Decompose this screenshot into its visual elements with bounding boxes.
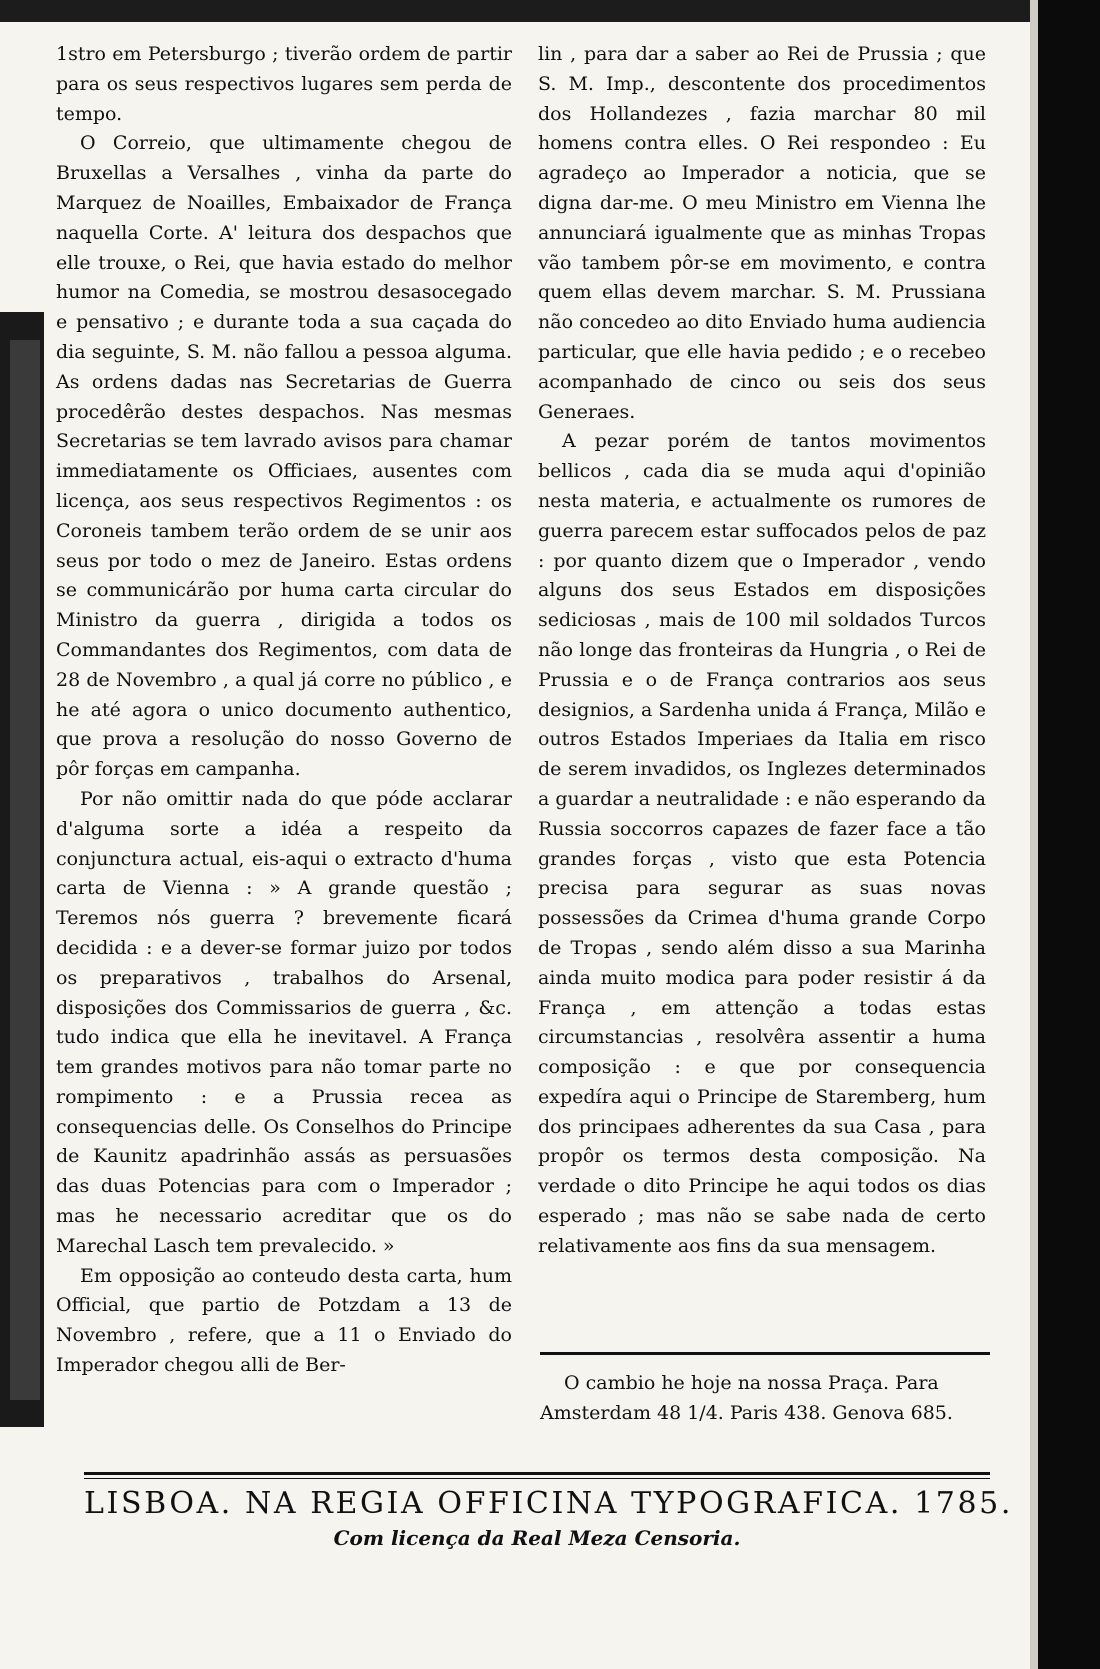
scan-shadow-left-inner [10,340,40,1400]
right-paragraph-2: A pezar porém de tantos movimentos bellicos , cada dia se muda aqui d'opinião nesta materia, e actualmente os rumores de guerra parecem estar suffocados pelos de paz : por quanto dizem que o Imperador , vendo alguns dos seus Estados em disposições sediciosas , mais de 100 mil soldados Turcos não longe das fronteiras da Hungria , o Rei de Prussia e o de França contrarios aos seus designios, a Sardenha unida á França, Milão e outros Estados Imperiaes da Italia em risco de serem invadidos, os Inglezes determinados a guardar a neutralidade : e não esperando da Russia soccorros capazes de fazer face a tão grandes forças , visto que esta Potencia precisa para segurar as suas novas possessões da Crimea d'huma grande Corpo de Tropas , sendo além disso a sua Marinha ainda muito modica para poder resistir á da França , em attenção a todas estas circumstancias , resolvêra assentir a huma composição : e que por consequencia expedíra aqui o Principe de Staremberg, hum dos principaes adherentes da sua Casa , para propôr os termos desta composição. Na verdade o dito Principe he aqui todos os dias esperado ; mas não se sabe nada de certo relativamente aos fins da sua mensagem. [538,430,987,1257]
printer-imprint: LISBOA. NA REGIA OFFICINA TYPOGRAFICA. 1785. [84,1486,1013,1521]
page-edge-right [1030,0,1038,1669]
left-paragraph-1: 1stro em Petersburgo ; tiverão ordem de partir para os seus respectivos lugares sem perda de tempo. [56,43,512,125]
scan-shadow-right [1038,0,1100,1669]
exchange-text: O cambio he hoje na nossa Praça. Para Amsterdam 48 1/4. Paris 438. Genova 685. [540,1372,953,1424]
censor-licence: Com licença da Real Meza Censoria. [333,1526,741,1550]
section-divider [540,1352,990,1355]
footer-rule-thin [84,1478,990,1479]
right-column [538,40,986,1262]
footer-rule-thick [84,1472,990,1475]
left-column [56,40,512,1381]
left-paragraph-3: Por não omittir nada do que póde acclarar d'alguma sorte a idéa a respeito da conjunctura actual, eis-aqui o extracto d'huma carta de Vienna : » A grande questão ; Teremos nós guerra ? brevemente ficará decidida : e a dever-se formar juizo por todos os preparativos , trabalhos do Arsenal, disposições dos Commissarios de guerra , &c. tudo indica que ella he inevitavel. A França tem grandes motivos para não tomar parte no rompimento : e a Prussia recea as consequencias delle. Os Conselhos do Principe de Kaunitz apadrinhão assás as persuasões das duas Potencias para com o Imperador ; mas he necessario acreditar que os do Marechal Lasch tem prevalecido. » [56,787,512,1257]
left-paragraph-4: Em opposição ao conteudo desta carta, hum Official, que partio de Potzdam a 13 de Novembro , refere, que a 11 o Enviado do Imperador chegou alli de Ber- [56,1264,512,1377]
right-paragraph-1: lin , para dar a saber ao Rei de Prussia ; que S. M. Imp., descontente dos procedimentos dos Hollandezes , fazia marchar 80 mil homens contra elles. O Rei respondeo : Eu agradeço ao Imperador a noticia, que se digna dar-me. O meu Ministro em Vienna lhe annunciará igualmente que as minhas Tropas vão tambem pôr-se em movimento, e contra quem ellas devem marchar. S. M. Prussiana não concedeo ao dito Enviado huma audiencia particular, que elle havia pedido ; e o recebeo acompanhado de cinco ou seis dos seus Generaes. [538,43,986,423]
left-paragraph-2: O Correio, que ultimamente chegou de Bruxellas a Versalhes , vinha da parte do Marquez de Noailles, Embaixador de França naquella Corte. A' leitura dos despachos que elle trouxe, o Rei, que havia estado do melhor humor na Comedia, se mostrou desasocegado e pensativo ; e durante toda a sua caçada do dia seguinte, S. M. não fallou a pessoa alguma. As ordens dadas nas Secretarias de Guerra procedêrão destes despachos. Nas mesmas Secretarias se tem lavrado avisos para chamar immediatamente os Officiaes, ausentes com licença, aos seus respectivos Regimentos : os Coroneis tambem terão ordem de se unir aos seus por todo o mez de Janeiro. Estas ordens se communicárão por huma carta circular do Ministro da guerra , dirigida a todos os Commandantes dos Regimentos, com data de 28 de Novembro , a qual já corre no público , e he até agora o unico documento authentico, que prova a resolução do nosso Governo de pôr forças em campanha. [56,132,512,781]
scan-shadow-top [0,0,1040,22]
exchange-rates [540,1368,990,1428]
